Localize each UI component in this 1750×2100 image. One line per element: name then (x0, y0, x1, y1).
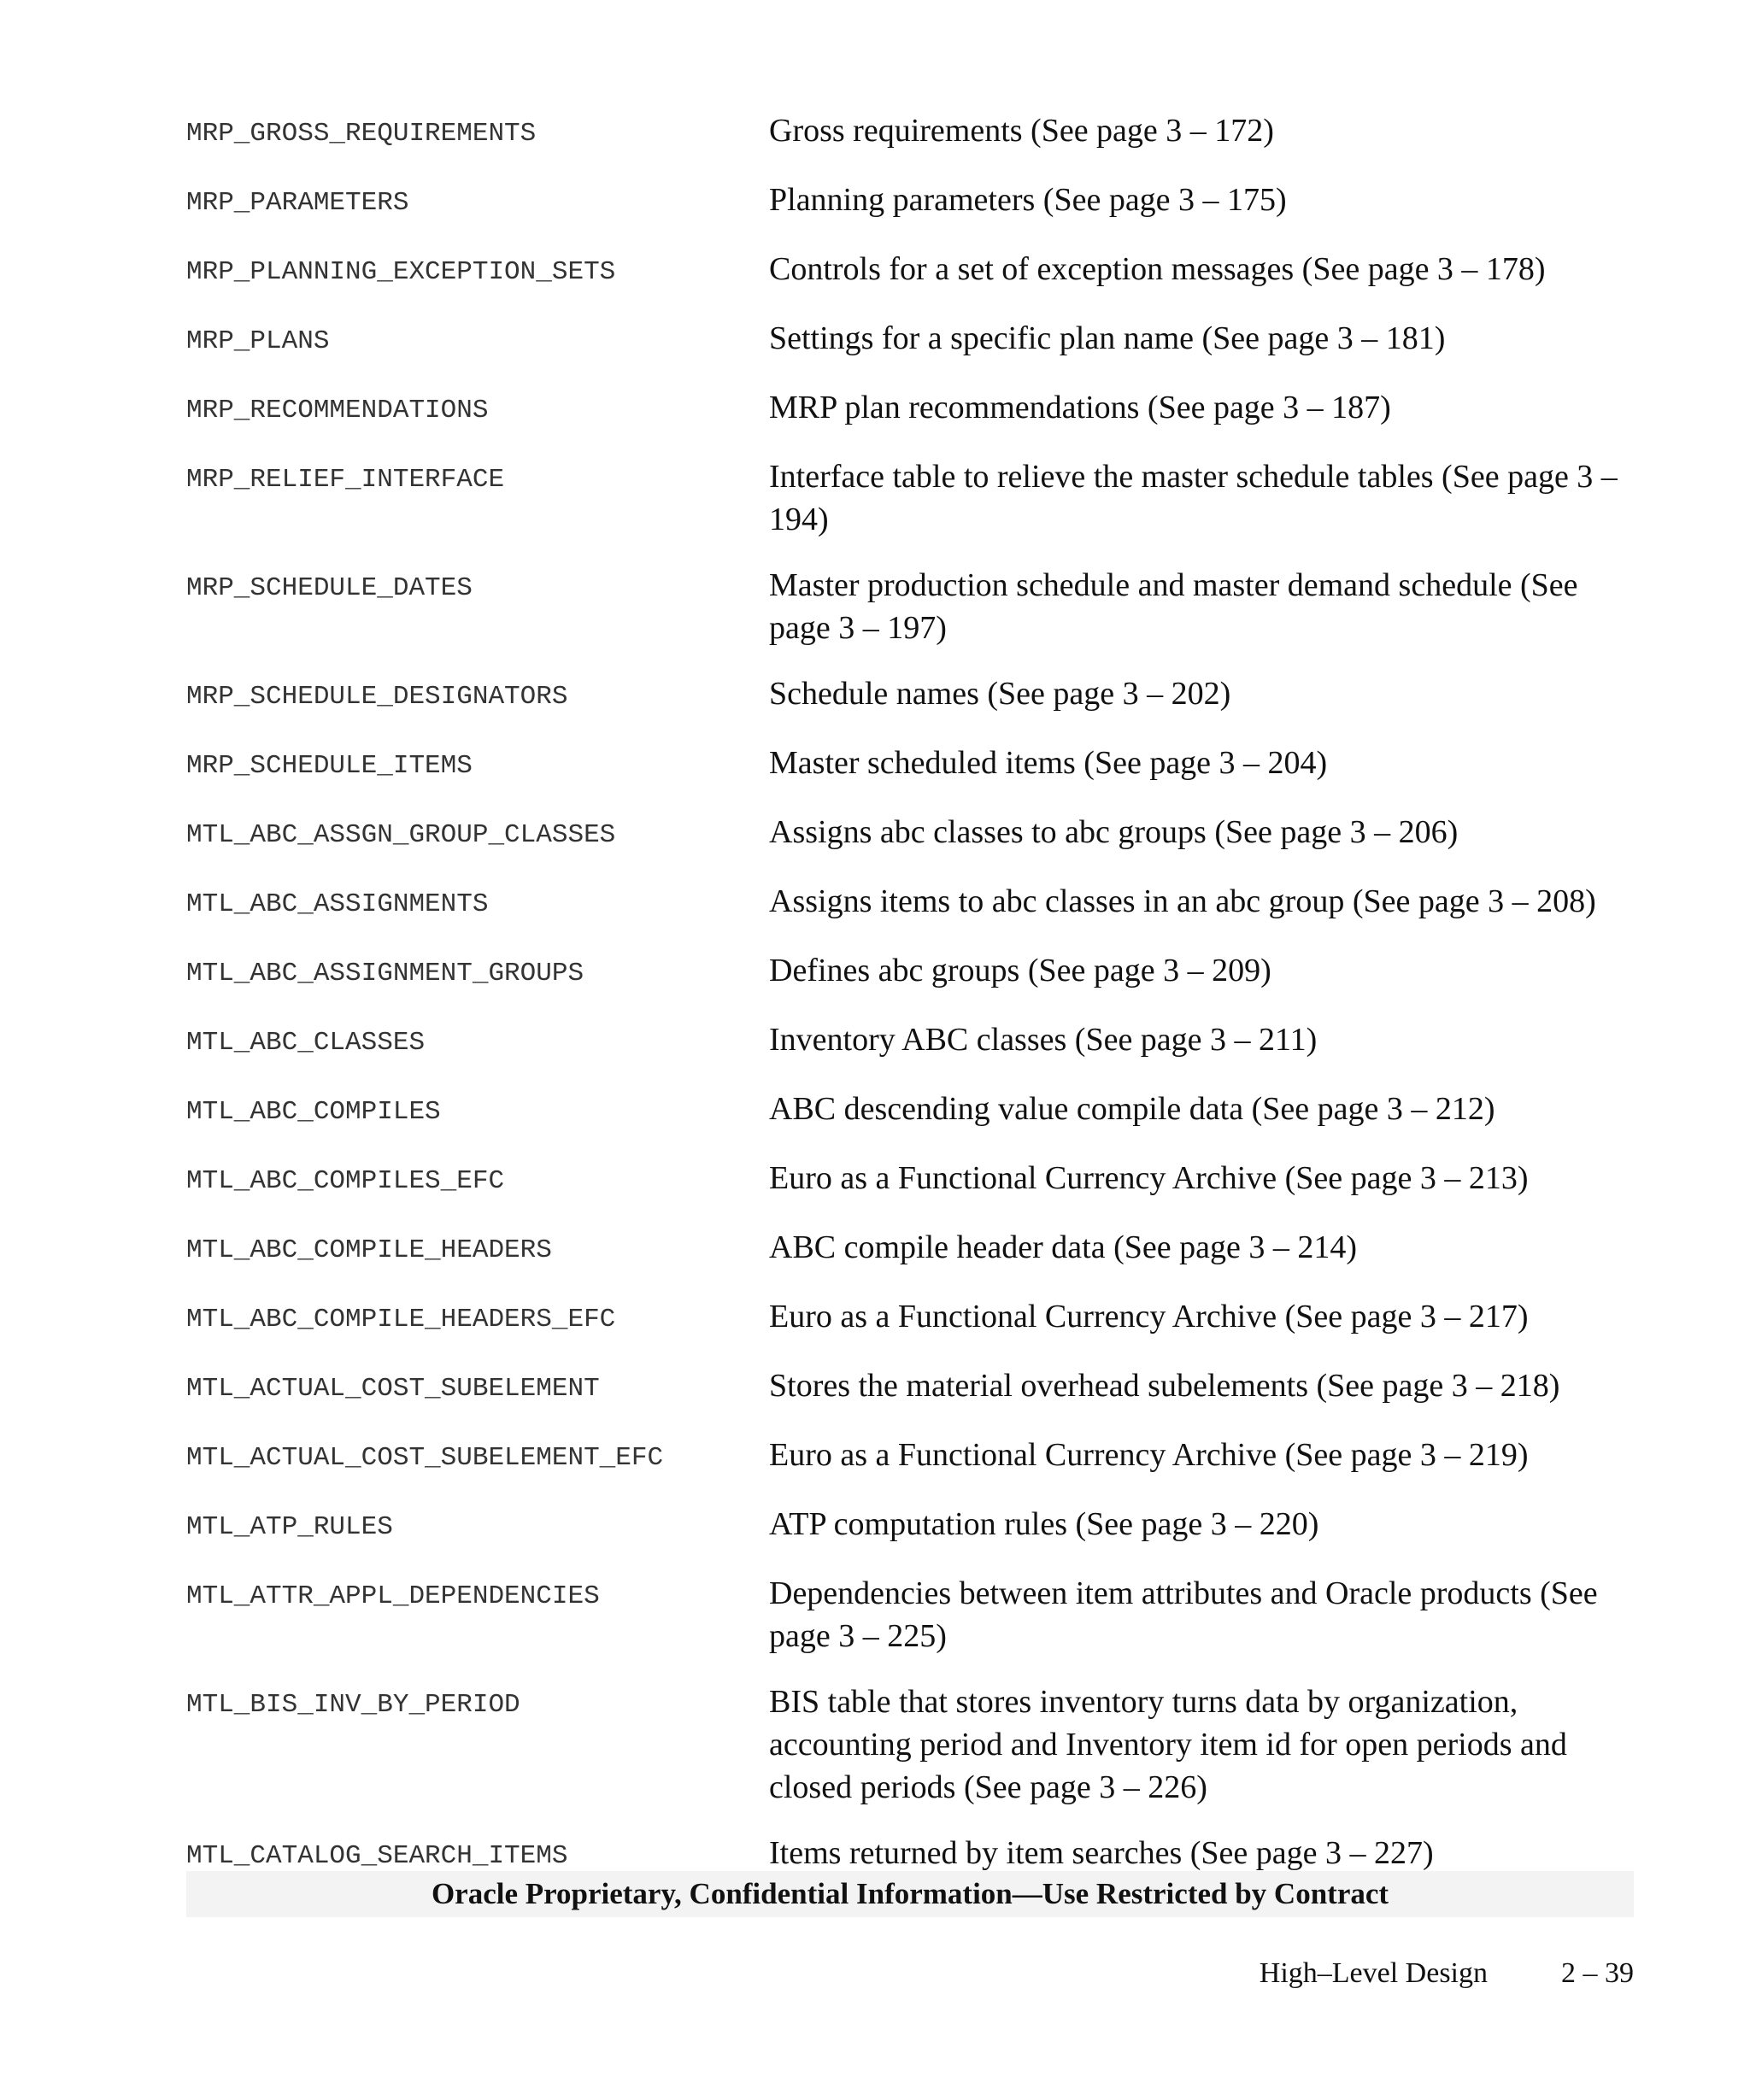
table-description: Interface table to relieve the master schedule tables (See page 3 – 194) (769, 459, 1618, 537)
table-name: MTL_ABC_CLASSES (186, 1028, 426, 1058)
table-description: Planning parameters (See page 3 – 175) (769, 182, 1287, 218)
table-description: BIS table that stores inventory turns data by organization, accounting period and Inventory item id for open periods and closed periods (See page 3 – 226) (769, 1684, 1567, 1805)
table-description: Stores the material overhead subelements (See page 3 – 218) (769, 1368, 1560, 1404)
table-name: MTL_ABC_ASSGN_GROUP_CLASSES (186, 820, 616, 850)
table-row (186, 1088, 1634, 1134)
table-row (186, 455, 1634, 541)
table-row (186, 880, 1634, 926)
table-row (186, 949, 1634, 995)
table-description: Settings for a specific plan name (See page 3 – 181) (769, 320, 1446, 356)
table-description: Inventory ABC classes (See page 3 – 211) (769, 1022, 1318, 1058)
page-number: 2 – 39 (1561, 1957, 1634, 1989)
table-description: Euro as a Functional Currency Archive (See page 3 – 217) (769, 1299, 1529, 1334)
table-row (186, 1226, 1634, 1272)
table-description: Dependencies between item attributes and Oracle products (See page 3 – 225) (769, 1575, 1598, 1654)
table-name: MRP_RELIEF_INTERFACE (186, 465, 505, 495)
table-row (186, 1572, 1634, 1657)
table-name: MTL_ABC_COMPILE_HEADERS (186, 1235, 552, 1265)
table-name: MRP_SCHEDULE_ITEMS (186, 751, 473, 781)
table-name: MRP_PLANS (186, 326, 330, 356)
table-name: MTL_ACTUAL_COST_SUBELEMENT (186, 1374, 600, 1404)
table-name: MTL_ABC_COMPILE_HEADERS_EFC (186, 1305, 616, 1334)
table-row (186, 317, 1634, 363)
table-row (186, 109, 1634, 155)
table-row (186, 179, 1634, 225)
confidentiality-banner: Oracle Proprietary, Confidential Information––Use Restricted by Contract (186, 1871, 1634, 1917)
table-name: MRP_SCHEDULE_DESIGNATORS (186, 682, 568, 712)
table-row (186, 564, 1634, 649)
table-row (186, 1364, 1634, 1411)
table-name: MTL_ATTR_APPL_DEPENDENCIES (186, 1581, 600, 1611)
table-description: Gross requirements (See page 3 – 172) (769, 113, 1274, 149)
table-description: Assigns items to abc classes in an abc group (See page 3 – 208) (769, 883, 1596, 919)
table-row (186, 742, 1634, 788)
table-list (186, 109, 1634, 1901)
table-name: MRP_RECOMMENDATIONS (186, 396, 489, 425)
table-name: MTL_BIS_INV_BY_PERIOD (186, 1690, 520, 1720)
table-name: MTL_ABC_COMPILES (186, 1097, 441, 1127)
table-row (186, 1434, 1634, 1480)
table-description: Controls for a set of exception messages (See page 3 – 178) (769, 251, 1546, 287)
table-description: ABC descending value compile data (See page 3 – 212) (769, 1091, 1495, 1127)
table-row (186, 248, 1634, 294)
table-row (186, 1295, 1634, 1341)
table-description: Master scheduled items (See page 3 – 204) (769, 745, 1328, 781)
table-description: Items returned by item searches (See page 3 – 227) (769, 1835, 1434, 1871)
table-description: Euro as a Functional Currency Archive (See page 3 – 219) (769, 1437, 1529, 1473)
page-footer (1260, 1955, 1634, 1992)
table-name: MTL_ABC_ASSIGNMENTS (186, 889, 489, 919)
table-name: MRP_SCHEDULE_DATES (186, 573, 473, 603)
table-name: MRP_PLANNING_EXCEPTION_SETS (186, 257, 616, 287)
table-row (186, 811, 1634, 857)
table-name: MTL_ABC_COMPILES_EFC (186, 1166, 505, 1196)
table-description: ABC compile header data (See page 3 – 214) (769, 1229, 1357, 1265)
table-description: Schedule names (See page 3 – 202) (769, 676, 1231, 712)
table-description: Master production schedule and master demand schedule (See page 3 – 197) (769, 567, 1578, 646)
table-description: Defines abc groups (See page 3 – 209) (769, 953, 1271, 988)
table-name: MTL_ACTUAL_COST_SUBELEMENT_EFC (186, 1443, 664, 1473)
table-row (186, 1018, 1634, 1065)
table-name: MTL_CATALOG_SEARCH_ITEMS (186, 1841, 568, 1871)
table-name: MTL_ATP_RULES (186, 1512, 393, 1542)
table-description: Assigns abc classes to abc groups (See page 3 – 206) (769, 814, 1459, 850)
table-name: MTL_ABC_ASSIGNMENT_GROUPS (186, 959, 584, 988)
table-row (186, 1157, 1634, 1203)
table-name: MRP_GROSS_REQUIREMENTS (186, 119, 537, 149)
table-description: ATP computation rules (See page 3 – 220) (769, 1506, 1319, 1542)
table-description: MRP plan recommendations (See page 3 – 187) (769, 390, 1391, 425)
table-row (186, 386, 1634, 432)
table-row (186, 672, 1634, 719)
footer-section-title: High–Level Design (1259, 1957, 1488, 1989)
table-row (186, 1503, 1634, 1549)
table-description: Euro as a Functional Currency Archive (See page 3 – 213) (769, 1160, 1529, 1196)
table-row (186, 1681, 1634, 1809)
table-name: MRP_PARAMETERS (186, 188, 409, 218)
